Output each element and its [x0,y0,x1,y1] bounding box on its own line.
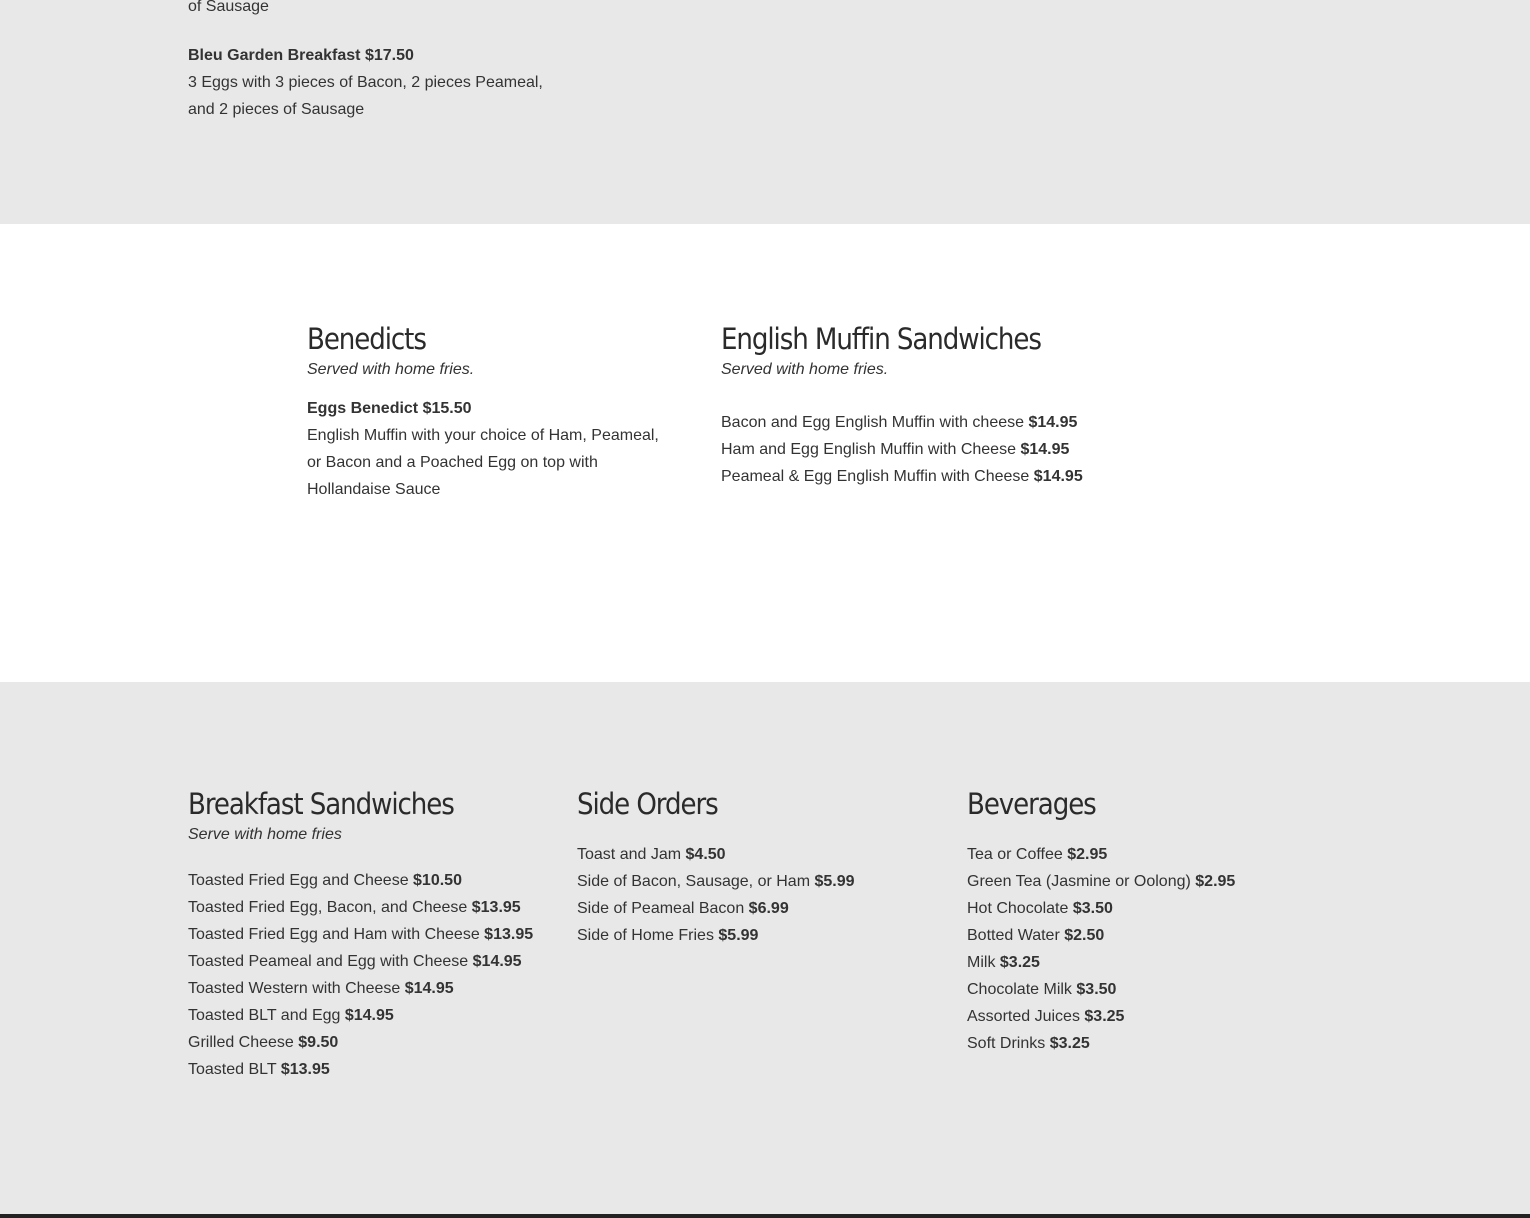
menu-item-name: Side of Bacon, Sausage, or Ham [577,873,811,890]
menu-item-fragment: of Sausage [188,0,269,15]
menu-item [577,868,855,895]
menu-item-desc-line: and 2 pieces of Sausage [188,101,365,118]
benedicts-column [307,321,659,503]
menu-item [188,1002,533,1029]
menu-item-name: Grilled Cheese [188,1034,294,1051]
menu-item [188,894,533,921]
menu-item-price: $3.50 [1072,900,1113,917]
section-note: Serve with home fries [188,826,342,843]
section-heading: Breakfast Sandwiches [188,787,454,821]
menu-item-name: Toast and Jam [577,846,682,863]
menu-item-price: $9.50 [298,1034,339,1051]
menu-item-name: Toasted BLT and Egg [188,1007,341,1024]
menu-item-price: $4.50 [685,846,726,863]
menu-item-name: Toasted Fried Egg and Cheese [188,872,414,889]
menu-item [967,895,1235,922]
menu-item [967,1030,1235,1057]
menu-item-price: $6.99 [748,900,789,917]
menu-item [577,841,855,868]
menu-item-desc-line: English Muffin with your choice of Ham, Peameal, [307,427,659,444]
menu-item [188,921,533,948]
section-heading: English Muffin Sandwiches [721,322,1041,356]
menu-item-name: Peameal & Egg English Muffin with Cheese [721,468,1030,485]
menu-item [188,1029,533,1056]
menu-item-name: Tea or Coffee [967,846,1063,863]
menu-item [967,1003,1235,1030]
menu-item-name: Toasted Fried Egg and Ham with Cheese [188,926,480,943]
beverages-column [967,786,1235,1057]
menu-item [577,922,855,949]
menu-item-price: $13.95 [280,1061,330,1078]
section-sandwiches-sides-beverages [0,682,1530,1214]
menu-item [721,409,1083,436]
menu-list [577,841,855,949]
menu-item [188,948,533,975]
menu-item-price: $14.95 [344,1007,394,1024]
menu-item [967,922,1235,949]
menu-item-name: Toasted Fried Egg, Bacon, and Cheese [188,899,468,916]
menu-item [967,841,1235,868]
menu-item-title: Bleu Garden Breakfast $17.50 [188,47,414,64]
section-heading: Beverages [967,787,1096,821]
menu-item-name: Toasted BLT [188,1061,277,1078]
menu-item-desc-line: Hollandaise Sauce [307,481,441,498]
menu-item-price: $14.95 [1020,441,1070,458]
menu-item-price: $13.95 [471,899,521,916]
menu-item-price: $3.50 [1076,981,1117,998]
english-muffin-column [721,321,1083,490]
breakfast-sandwiches-column [188,786,533,1083]
menu-item-name: Green Tea (Jasmine or Oolong) [967,873,1191,890]
menu-item-name: Bacon and Egg English Muffin with cheese [721,414,1025,431]
side-orders-column [577,786,855,949]
menu-item [721,463,1083,490]
menu-item [721,436,1083,463]
menu-item-price: $2.50 [1064,927,1105,944]
menu-item [967,976,1235,1003]
menu-item-desc-line: 3 Eggs with 3 pieces of Bacon, 2 pieces Peameal, [188,74,543,91]
section-breakfast-specials [0,0,1530,224]
menu-item-name: Hot Chocolate [967,900,1069,917]
section-benedicts-muffins [0,224,1530,682]
menu-item-price: $14.95 [1033,468,1083,485]
menu-item-name: Assorted Juices [967,1008,1080,1025]
menu-item-price: $3.25 [1084,1008,1125,1025]
menu-item-price: $3.25 [1049,1035,1090,1052]
menu-item-price: $2.95 [1195,873,1236,890]
menu-item [188,975,533,1002]
section-note: Served with home fries. [721,361,889,378]
menu-item-price: $5.99 [814,873,855,890]
menu-list [721,409,1083,490]
footer-divider [0,1214,1530,1218]
menu-item [967,868,1235,895]
menu-item-price: $10.50 [413,872,462,889]
menu-item-price: $5.99 [718,927,759,944]
menu-item-price: $3.25 [999,954,1040,971]
menu-item-name: Chocolate Milk [967,981,1072,998]
menu-item-price: $14.95 [404,980,454,997]
menu-item [188,867,533,894]
menu-item-name: Side of Home Fries [577,927,714,944]
menu-item-name: Milk [967,954,996,971]
menu-item-price: $13.95 [484,926,534,943]
menu-item-name: Ham and Egg English Muffin with Cheese [721,441,1016,458]
menu-item-name: Botted Water [967,927,1060,944]
menu-item [577,895,855,922]
breakfast-specials-column [188,0,543,123]
menu-list [967,841,1235,1057]
menu-item [188,1056,533,1083]
menu-item-name: Soft Drinks [967,1035,1046,1052]
section-heading: Benedicts [307,322,426,356]
menu-item-title: Eggs Benedict $15.50 [307,400,472,417]
menu-item-price: $2.95 [1067,846,1108,863]
menu-list [188,867,533,1083]
menu-item-price: $14.95 [472,953,522,970]
section-heading: Side Orders [577,787,718,821]
menu-item-price: $14.95 [1028,414,1078,431]
menu-item-name: Side of Peameal Bacon [577,900,745,917]
menu-item [967,949,1235,976]
menu-item-name: Toasted Western with Cheese [188,980,401,997]
menu-item-name: Toasted Peameal and Egg with Cheese [188,953,469,970]
menu-item-desc-line: or Bacon and a Poached Egg on top with [307,454,598,471]
section-note: Served with home fries. [307,361,475,378]
